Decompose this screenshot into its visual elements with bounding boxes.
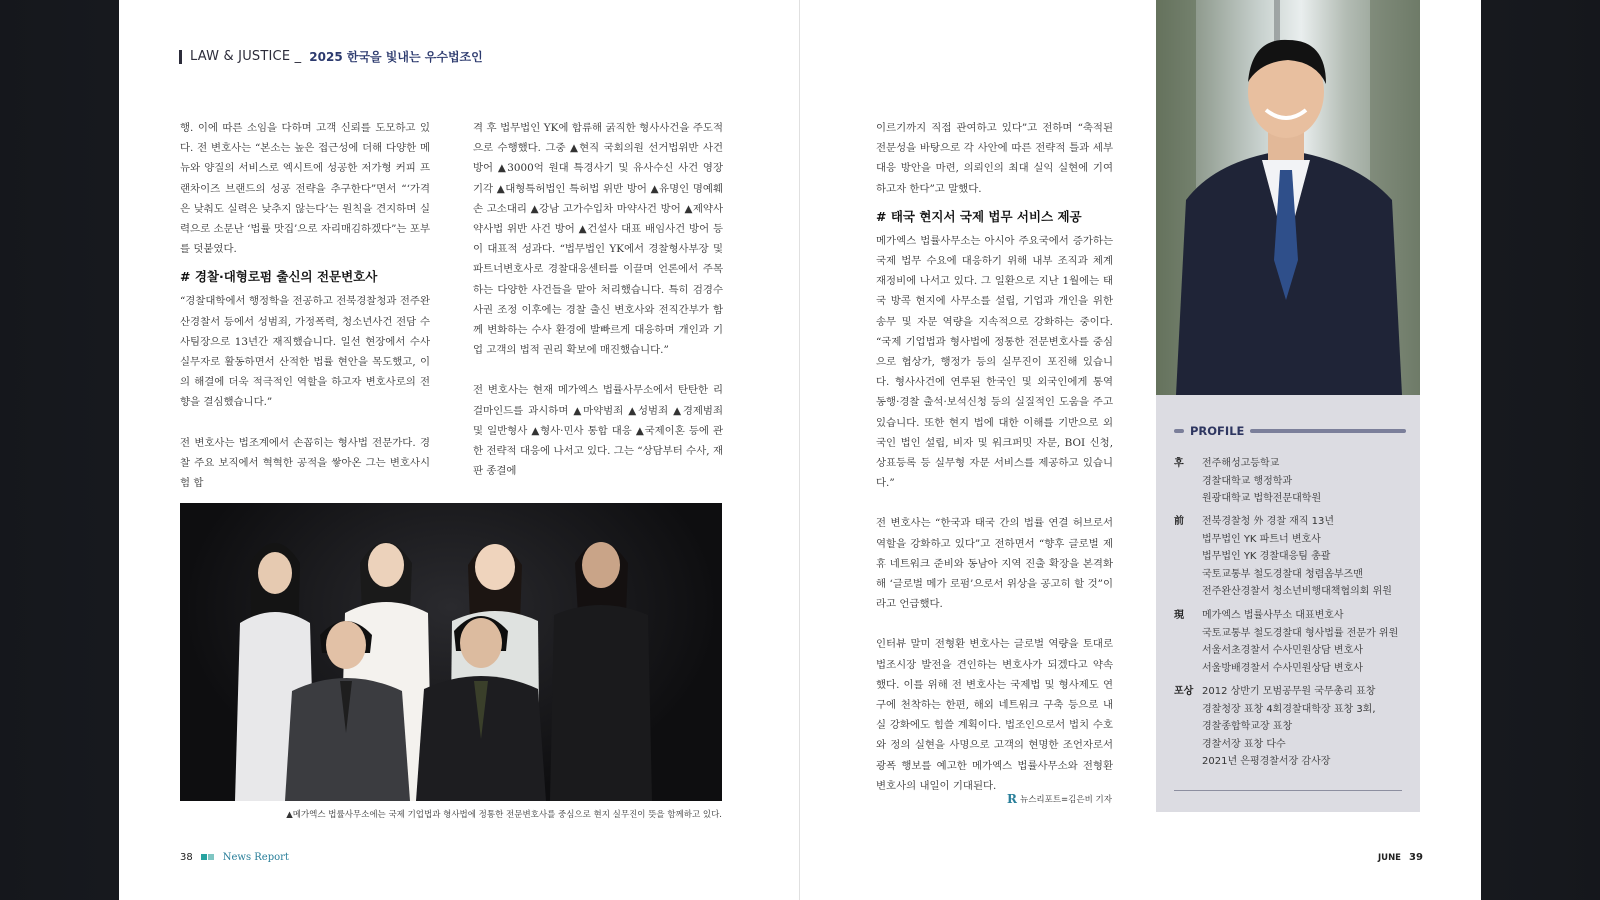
article-paragraph: 메가엑스 법률사무소는 아시아 주요국에서 증가하는 국제 법무 수요에 대응하기 위해 내부 조직과 체계 재정비에 나서고 있다. 그 일환으로 지난 1월에는 태국 방콕 현지에 사무소를 설립, 기업과 개인을 위한 송무 및 자문 역량을 지속적으로 강화하는 중이다. “국제 기업법과 형사법에 정통한 전문변호사를 중심으로 협상가, 행정가 등의 실무진이 포진해 있습니다. 형사사건에 연루된 한국인 및 외국인에게 통역 동행·경찰 출석·보석신청 등의 실질적인 도움을 주고 있습니다. 또한 현지 법에 대한 이해를 기반으로 외국인 법인 설립, 비자 및 워크퍼밋 자문, BOI 신청, 상표등록 등 실무형 자문 서비스를 제공하고 있습니다.” [876, 234, 1113, 490]
article-column-2 [473, 118, 723, 481]
team-photo [180, 503, 722, 801]
team-photo-illustration [180, 503, 722, 801]
profile-group-education [1174, 455, 1410, 508]
article-subheading: # 태국 현지서 국제 법무 서비스 제공 [876, 208, 1082, 224]
profile-item: 2021년 은평경찰서장 감사장 [1202, 756, 1331, 767]
header-series-title: 2025 한국을 빛내는 우수법조인 [309, 50, 483, 64]
profile-group-label: 후 [1174, 458, 1184, 469]
header-bar [179, 50, 182, 64]
profile-item: 서울방배경찰서 수사민원상담 변호사 [1202, 662, 1363, 674]
profile-item: 경찰대학교 행정학과 [1202, 475, 1293, 487]
profile-title-text: PROFILE [1190, 424, 1245, 438]
profile-title [1174, 424, 1406, 438]
profile-group-label: 포상 [1174, 686, 1194, 697]
profile-item: 메가엑스 법률사무소 대표변호사 [1202, 610, 1344, 621]
article-paragraph: “경찰대학에서 행정학을 전공하고 전북경찰청과 전주완산경찰서 등에서 성범죄, 가정폭력, 청소년사건 전담 수사팀장으로 13년간 재직했습니다. 일선 현장에서 수사 실무자로 활동하면서 산적한 법률 현안을 목도했고, 이의 해결에 더욱 적극적인 역할을 하고자 변호사로의 전향을 결심했습니다.” [180, 295, 430, 409]
article-paragraph: 이르기까지 직접 관여하고 있다”고 전하며 “축적된 전문성을 바탕으로 각 사안에 따른 전략적 틀과 세부 대응 방안을 마련, 의뢰인의 최대 실익 실현에 기여하고자 한다”고 말했다. [876, 122, 1113, 195]
profile-item: 전주해성고등학교 [1202, 458, 1280, 469]
byline-text: 뉴스리포트=김은비 기자 [1019, 795, 1112, 805]
profile-group-former [1174, 513, 1410, 601]
page-number: 39 [1409, 852, 1423, 863]
left-page [119, 0, 800, 900]
profile-bottom-rule [1174, 790, 1402, 791]
profile-group-awards [1174, 683, 1410, 771]
profile-item: 전북경찰청 外 경찰 재직 13년 [1202, 516, 1335, 527]
article-paragraph: 전 변호사는 법조계에서 손꼽히는 형사법 전문가다. 경찰 주요 보직에서 혁혁한 공적을 쌓아온 그는 변호사시험 합 [180, 436, 430, 490]
page-number: 38 [180, 852, 193, 863]
article-column-1 [180, 118, 430, 493]
section-header [179, 48, 483, 65]
header-section-name: LAW & JUSTICE _ [190, 49, 302, 64]
right-page [800, 0, 1481, 900]
profile-item: 전주완산경찰서 청소년비행대책협의회 위원 [1202, 586, 1392, 597]
profile-item: 국토교통부 철도경찰대 형사법률 전문가 위원 [1202, 627, 1399, 639]
article-paragraph: 행. 이에 따른 소임을 다하며 고객 신뢰를 도모하고 있다. 전 변호사는 “본소는 높은 접근성에 더해 다양한 메뉴와 양질의 서비스로 엑시트에 성공한 저가형 커피 프랜차이즈 브랜드의 성공 전략을 추구한다”면서 “‘가격은 낮춰도 실력은 낮추지 않는다’는 원칙을 견지하며 실력으로 소문난 ‘법률 맛집’으로 자리매김하겠다”는 포부를 덧붙였다. [180, 122, 430, 256]
photo-caption: ▲메가엑스 법률사무소에는 국제 기업법과 형사법에 정통한 전문변호사를 중심으로 현지 실무진이 뜻을 함께하고 있다. [286, 810, 722, 820]
article-paragraph: 전 변호사는 “한국과 태국 간의 법률 연결 허브로서 역할을 강화하고 있다”고 전하면서 “향후 글로벌 제휴 네트워크 준비와 동남아 지역 진출 확장을 본격화해 ‘글로벌 메가 로펌’으로서 위상을 공고히 할 것”이라고 언급했다. [876, 517, 1113, 611]
byline [1007, 792, 1112, 806]
team-member [550, 542, 652, 801]
article-subheading: # 경찰·대형로펌 출신의 전문변호사 [180, 269, 378, 285]
article-paragraph: 인터뷰 말미 전형환 변호사는 글로벌 역량을 토대로 법조시장 발전을 견인하는 변호사가 되겠다고 약속했다. 이를 위해 전 변호사는 국제법 및 형사제도 연구에 천착하는 한편, 해외 네트워크 구축 등으로 내실 강화에도 힘쓸 계획이다. 법조인으로서 법치 수호와 정의 실현을 사명으로 고객의 현명한 조언자로서 광폭 행보를 예고한 메가엑스 법률사무소와 전형환 변호사의 내일이 기대된다. [876, 638, 1113, 792]
profile-item: 법무법인 YK 파트너 변호사 [1202, 533, 1321, 545]
right-folio [1378, 852, 1423, 863]
profile-group-label: 現 [1174, 610, 1184, 621]
profile-item: 법무법인 YK 경찰대응팀 총괄 [1202, 551, 1331, 562]
issue-month: JUNE [1378, 852, 1401, 863]
left-folio [180, 852, 289, 863]
profile-item: 원광대학교 법학전문대학원 [1202, 493, 1322, 504]
article-paragraph: 전 변호사는 현재 메가엑스 법률사무소에서 탄탄한 리걸마인드를 과시하며 ▲마약범죄 ▲성범죄 ▲경제범죄 및 일반형사 ▲형사·민사 통합 대응 ▲국제이혼 등에 관한 전략적 대응에 나서고 있다. 그는 “상담부터 수사, 재판 종결에 [473, 384, 723, 478]
profile-item: 경찰청장 표창 4회경찰대학장 표창 3회, [1202, 703, 1376, 715]
byline-mark: R [1007, 792, 1017, 806]
profile-item: 국토교통부 철도경찰대 청렴옴부즈맨 [1202, 568, 1363, 580]
article-column-3 [876, 118, 1113, 796]
lawyer-portrait-illustration [1156, 0, 1420, 395]
brand-logo [201, 852, 215, 863]
profile-group-label: 前 [1174, 516, 1184, 527]
brand-name: News Report [222, 852, 289, 863]
lawyer-portrait [1156, 0, 1420, 395]
article-paragraph: 격 후 법무법인 YK에 합류해 굵직한 형사사건을 주도적으로 수행했다. 그중 ▲현직 국회의원 선거법위반 사건 방어 ▲3000억 원대 특경사기 및 유사수신 사건 영장 기각 ▲대형특허법인 특허법 위반 방어 ▲유명인 명예훼손 고소대리 ▲강남 고가수입차 마약사건 방어 ▲제약사 약사법 위반 사건 방어 ▲건설사 대표 배임사건 방어 등이 대표적 성과다. “법무법인 YK에서 경찰형사부장 및 파트너변호사로 경찰대응센터를 이끌며 언론에서 주목하는 다양한 사건들을 맡아 처리했습니다. 특히 검경수사권 조정 이후에는 경찰 출신 변호사와 전직간부가 함께 변화하는 수사 환경에 발빠르게 대응하며 개인과 기업 고객의 법적 권리 확보에 매진했습니다.” [473, 122, 723, 357]
profile-item: 경찰서장 표창 다수 [1202, 738, 1286, 750]
profile-item: 서울서초경찰서 수사민원상담 변호사 [1202, 645, 1363, 656]
profile-item: 경찰종합학교장 표창 [1202, 721, 1293, 732]
profile-group-current [1174, 607, 1410, 677]
profile-item: 2012 상반기 모범공무원 국무총리 표창 [1202, 686, 1376, 697]
